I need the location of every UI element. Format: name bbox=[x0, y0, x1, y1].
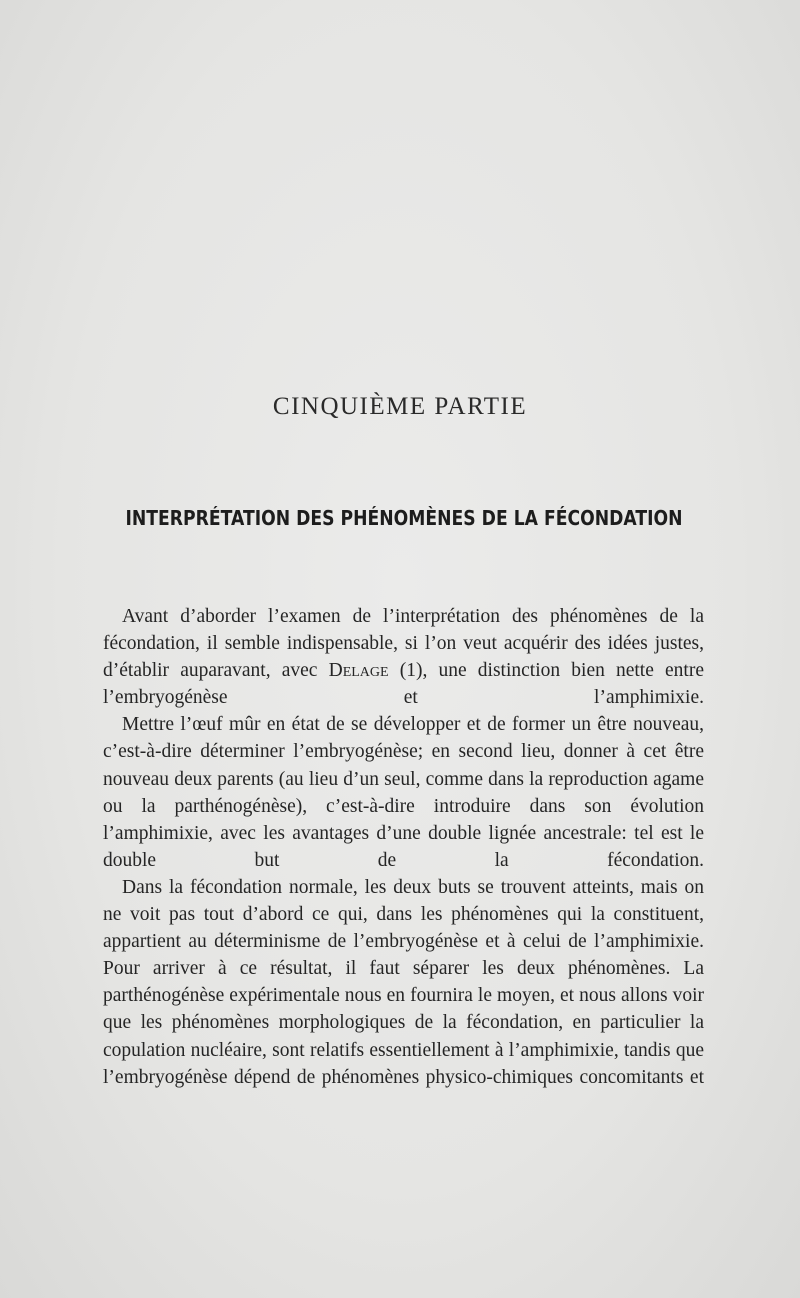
chapter-title: INTERPRÉTATION DES PHÉNOMÈNES DE LA FÉCONDATION bbox=[125, 506, 683, 530]
body-text bbox=[103, 603, 704, 1091]
paragraph-2: Mettre l’œuf mûr en état de se développer et de former un être nouveau, c’est-à-dire déterminer l’embryogénèse; en second lieu, donner à cet être nouveau deux parents (au lieu d’un seul, comme dans la reproduction agame ou la parthénogénèse), c’est-à-dire introduire dans son évolution l’amphimixie, avec les avantages d’une double lignée ancestrale: tel est le double but de la fécondation. bbox=[103, 714, 704, 871]
author-name: Delage bbox=[328, 660, 389, 682]
part-title: CINQUIÈME PARTIE bbox=[272, 393, 528, 420]
paragraph-1-text-before: Avant d’aborder l’examen de l’interprétation des phénomènes de la fécondation, il semble indispensable, si l’on veut acquérir des idées justes, d’établir auparavant, avec bbox=[103, 606, 704, 682]
footnote-reference: (1) bbox=[399, 660, 423, 682]
paragraph-1-text-after: , une distinction bien nette entre l’embryogénèse et l’amphimixie. bbox=[103, 660, 704, 709]
paragraph-3: Dans la fécondation normale, les deux buts se trouvent atteints, mais on ne voit pas tout d’abord ce qui, dans les phénomènes qui la constituent, appartient au déterminisme de l’embryogénèse et à celui de l’amphimixie. Pour arriver à ce résultat, il faut séparer les deux phénomènes. La parthénogénèse expérimentale nous en fournira le moyen, et nous allons voir que les phénomènes morphologiques de la fécondation, en particulier la copulation nucléaire, sont relatifs essentiellement à l’amphimixie, tandis que l’embryogénèse dépend de phénomènes physico-chimiques concomitants et bbox=[103, 876, 704, 1088]
paragraph-1 bbox=[103, 603, 704, 711]
